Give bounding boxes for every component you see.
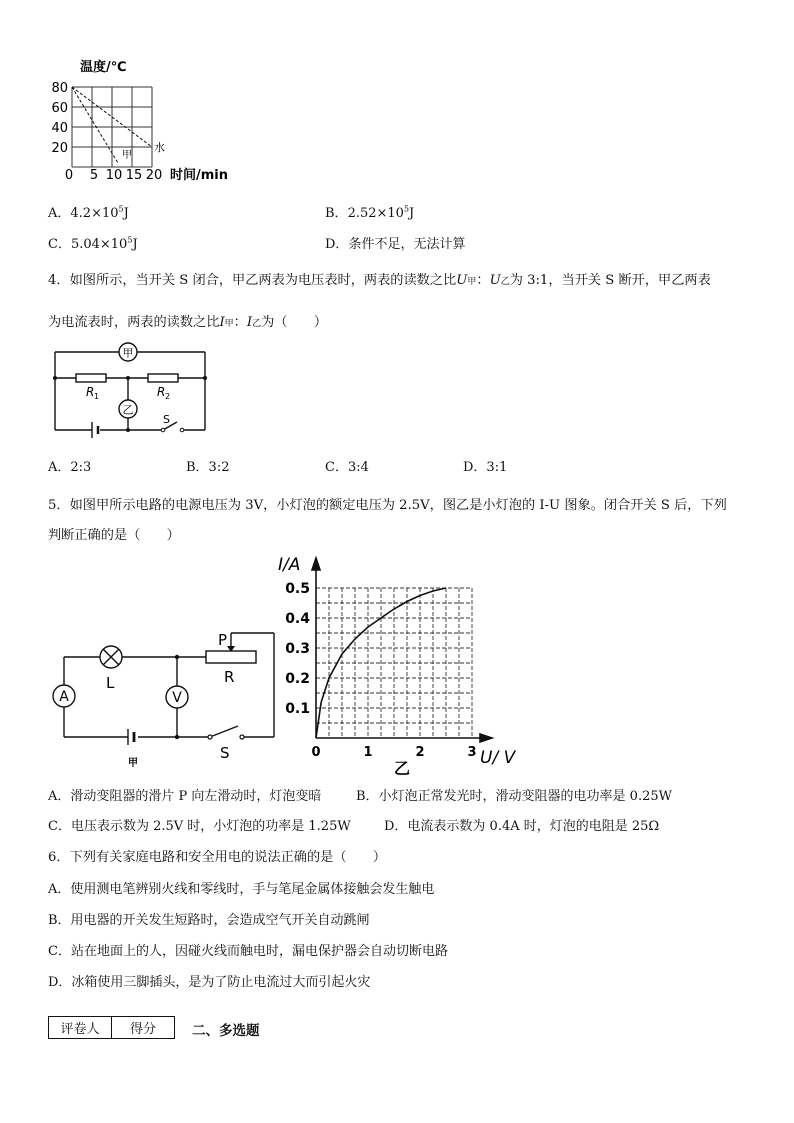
- svg-text:V: V: [172, 690, 182, 706]
- lamp-icon: [100, 646, 122, 668]
- option-unit: J: [132, 237, 138, 252]
- option-value: 2.52×10: [347, 206, 404, 221]
- symbol-i: I: [219, 315, 225, 330]
- q4-text: 为 3:1，当开关 S 断开，甲乙两表: [509, 273, 711, 288]
- x-tick-label: 20: [145, 168, 163, 183]
- iu-graph-x-ticks: [311, 745, 476, 760]
- iu-graph-xlabel: U/ V: [480, 748, 516, 768]
- option-text: 条件不足，无法计算: [348, 237, 466, 252]
- q3-option-d[interactable]: [325, 233, 465, 252]
- colon: ：: [476, 273, 490, 288]
- series-label-shui: 水: [154, 141, 165, 154]
- iu-graph-caption: 乙: [394, 759, 411, 778]
- x-tick-label: 2: [415, 745, 425, 760]
- slider-label: P: [218, 631, 228, 649]
- q3-option-b[interactable]: [325, 202, 414, 221]
- x-tick-label: 5: [89, 168, 99, 183]
- iu-graph: [276, 548, 536, 778]
- option-value: 4.2×10: [70, 206, 119, 221]
- option-letter: B．: [325, 206, 348, 221]
- option-unit: J: [123, 206, 129, 221]
- svg-text:甲: 甲: [122, 346, 134, 360]
- q4-text: 为（ ）: [261, 315, 328, 330]
- x-tick-label: 15: [125, 168, 143, 183]
- q5-stem-line2: 判断正确的是（ ）: [48, 528, 180, 543]
- svg-text:1: 1: [94, 392, 100, 401]
- x-tick-label: 3: [467, 745, 477, 760]
- score-cell: 得分: [112, 1017, 175, 1039]
- y-tick-label: 0.3: [285, 641, 310, 657]
- temp-chart-grid: [72, 87, 152, 167]
- subscript-yi: 乙: [252, 319, 262, 329]
- svg-text:R: R: [157, 385, 166, 399]
- option-exponent: 5: [118, 204, 124, 214]
- temp-chart-y-ticks: [51, 81, 68, 156]
- iu-graph-grid: [316, 588, 472, 738]
- lamp-label: L: [106, 674, 115, 692]
- q4-option-b[interactable]: B．3:2: [186, 460, 230, 475]
- series-label-jia: 甲: [122, 150, 132, 161]
- voltmeter: [166, 686, 188, 708]
- q6-stem: 6．下列有关家庭电路和安全用电的说法正确的是（ ）: [48, 850, 387, 865]
- q4-option-c[interactable]: C．3:4: [325, 460, 369, 475]
- q4-option-d[interactable]: D．3:1: [463, 460, 508, 475]
- option-unit: J: [409, 206, 415, 221]
- q4-stem-line2: [48, 311, 327, 330]
- switch-label: S: [163, 413, 170, 426]
- q4-text: 4．如图所示，当开关 S 闭合，甲乙两表为电压表时，两表的读数之比: [48, 273, 457, 288]
- section-title: 二、多选题: [192, 1023, 260, 1039]
- q6-option-b[interactable]: B．用电器的开关发生短路时，会造成空气开关自动跳闸: [48, 913, 370, 928]
- y-tick-label: 20: [51, 141, 68, 156]
- temp-chart-x-ticks: [65, 168, 162, 183]
- rheostat-label: R: [224, 668, 235, 686]
- ammeter: [53, 685, 75, 707]
- svg-text:乙: 乙: [122, 403, 134, 417]
- option-letter: C．: [48, 237, 71, 252]
- x-tick-label: 10: [105, 168, 123, 183]
- y-tick-label: 60: [51, 101, 68, 116]
- q3-option-c[interactable]: [48, 233, 138, 252]
- y-tick-label: 0.2: [285, 671, 310, 687]
- svg-text:A: A: [59, 689, 69, 705]
- symbol-u: U: [456, 273, 468, 288]
- resistor-r2-label: [157, 385, 170, 401]
- resistor-r1-label: [86, 385, 99, 401]
- series-line-jia: [72, 87, 118, 163]
- x-tick-label: 0: [311, 745, 321, 760]
- q5-stem-line1: 5．如图甲所示电路的电源电压为 3V，小灯泡的额定电压为 2.5V，图乙是小灯泡的 I-U 图象。闭合开关 S 后，下列: [48, 498, 727, 513]
- temperature-chart: [40, 55, 250, 190]
- y-tick-label: 80: [51, 81, 68, 96]
- q6-option-a[interactable]: A．使用测电笔辨别火线和零线时，手与笔尾金属体接触会发生触电: [48, 882, 435, 897]
- meter-jia: [119, 343, 137, 361]
- reviewer-cell: 评卷人: [49, 1017, 112, 1039]
- q5-option-a[interactable]: A．滑动变阻器的滑片 P 向左滑动时，灯泡变暗: [48, 789, 322, 804]
- subscript-jia: 甲: [467, 277, 477, 287]
- subscript-yi: 乙: [500, 277, 510, 287]
- y-tick-label: 0.4: [285, 611, 310, 627]
- temp-chart-xlabel: 时间/min: [170, 168, 229, 183]
- option-letter: A．: [48, 206, 71, 221]
- meter-yi: [119, 400, 137, 418]
- q5-option-d[interactable]: D．电流表示数为 0.4A 时，灯泡的电阻是 25Ω: [384, 819, 660, 834]
- y-tick-label: 40: [51, 121, 68, 136]
- y-tick-label: 0.5: [285, 581, 310, 597]
- option-letter: D．: [325, 237, 349, 252]
- symbol-u: U: [489, 273, 501, 288]
- q4-circuit-diagram: [48, 338, 213, 438]
- iu-graph-ylabel: I/A: [278, 555, 301, 575]
- score-table: [48, 1016, 175, 1039]
- q5-option-b[interactable]: B．小灯泡正常发光时，滑动变阻器的电功率是 0.25W: [356, 789, 672, 804]
- svg-text:2: 2: [165, 392, 171, 401]
- rheostat-body: [206, 651, 256, 663]
- switch-label: S: [220, 744, 230, 762]
- q4-text: 为电流表时，两表的读数之比: [48, 315, 220, 330]
- option-exponent: 5: [403, 204, 410, 214]
- iu-graph-y-ticks: [285, 581, 310, 717]
- x-tick-label: 0: [64, 168, 74, 183]
- q4-option-a[interactable]: A．2:3: [48, 460, 92, 475]
- circuit-caption: 甲: [128, 758, 138, 768]
- x-tick-label: 1: [363, 745, 373, 760]
- option-value: 5.04×10: [70, 237, 128, 252]
- q6-option-c[interactable]: C．站在地面上的人，因碰火线而触电时，漏电保护器会自动切断电路: [48, 944, 448, 959]
- option-exponent: 5: [127, 235, 133, 245]
- svg-text:R: R: [86, 385, 95, 399]
- colon: ：: [233, 315, 247, 330]
- symbol-i: I: [246, 315, 253, 330]
- q5-option-c[interactable]: C．电压表示数为 2.5V 时，小灯泡的功率是 1.25W: [48, 819, 351, 834]
- subscript-jia: 甲: [224, 319, 234, 329]
- q5-circuit-diagram: [48, 630, 278, 768]
- q4-stem-line1: [48, 269, 711, 288]
- temp-chart-ylabel: 温度/℃: [80, 60, 127, 75]
- iu-graph-axes: [312, 558, 492, 742]
- q6-option-d[interactable]: D．冰箱使用三脚插头，是为了防止电流过大而引起火灾: [48, 975, 371, 990]
- q3-option-a[interactable]: [48, 202, 129, 221]
- y-tick-label: 0.1: [285, 701, 310, 717]
